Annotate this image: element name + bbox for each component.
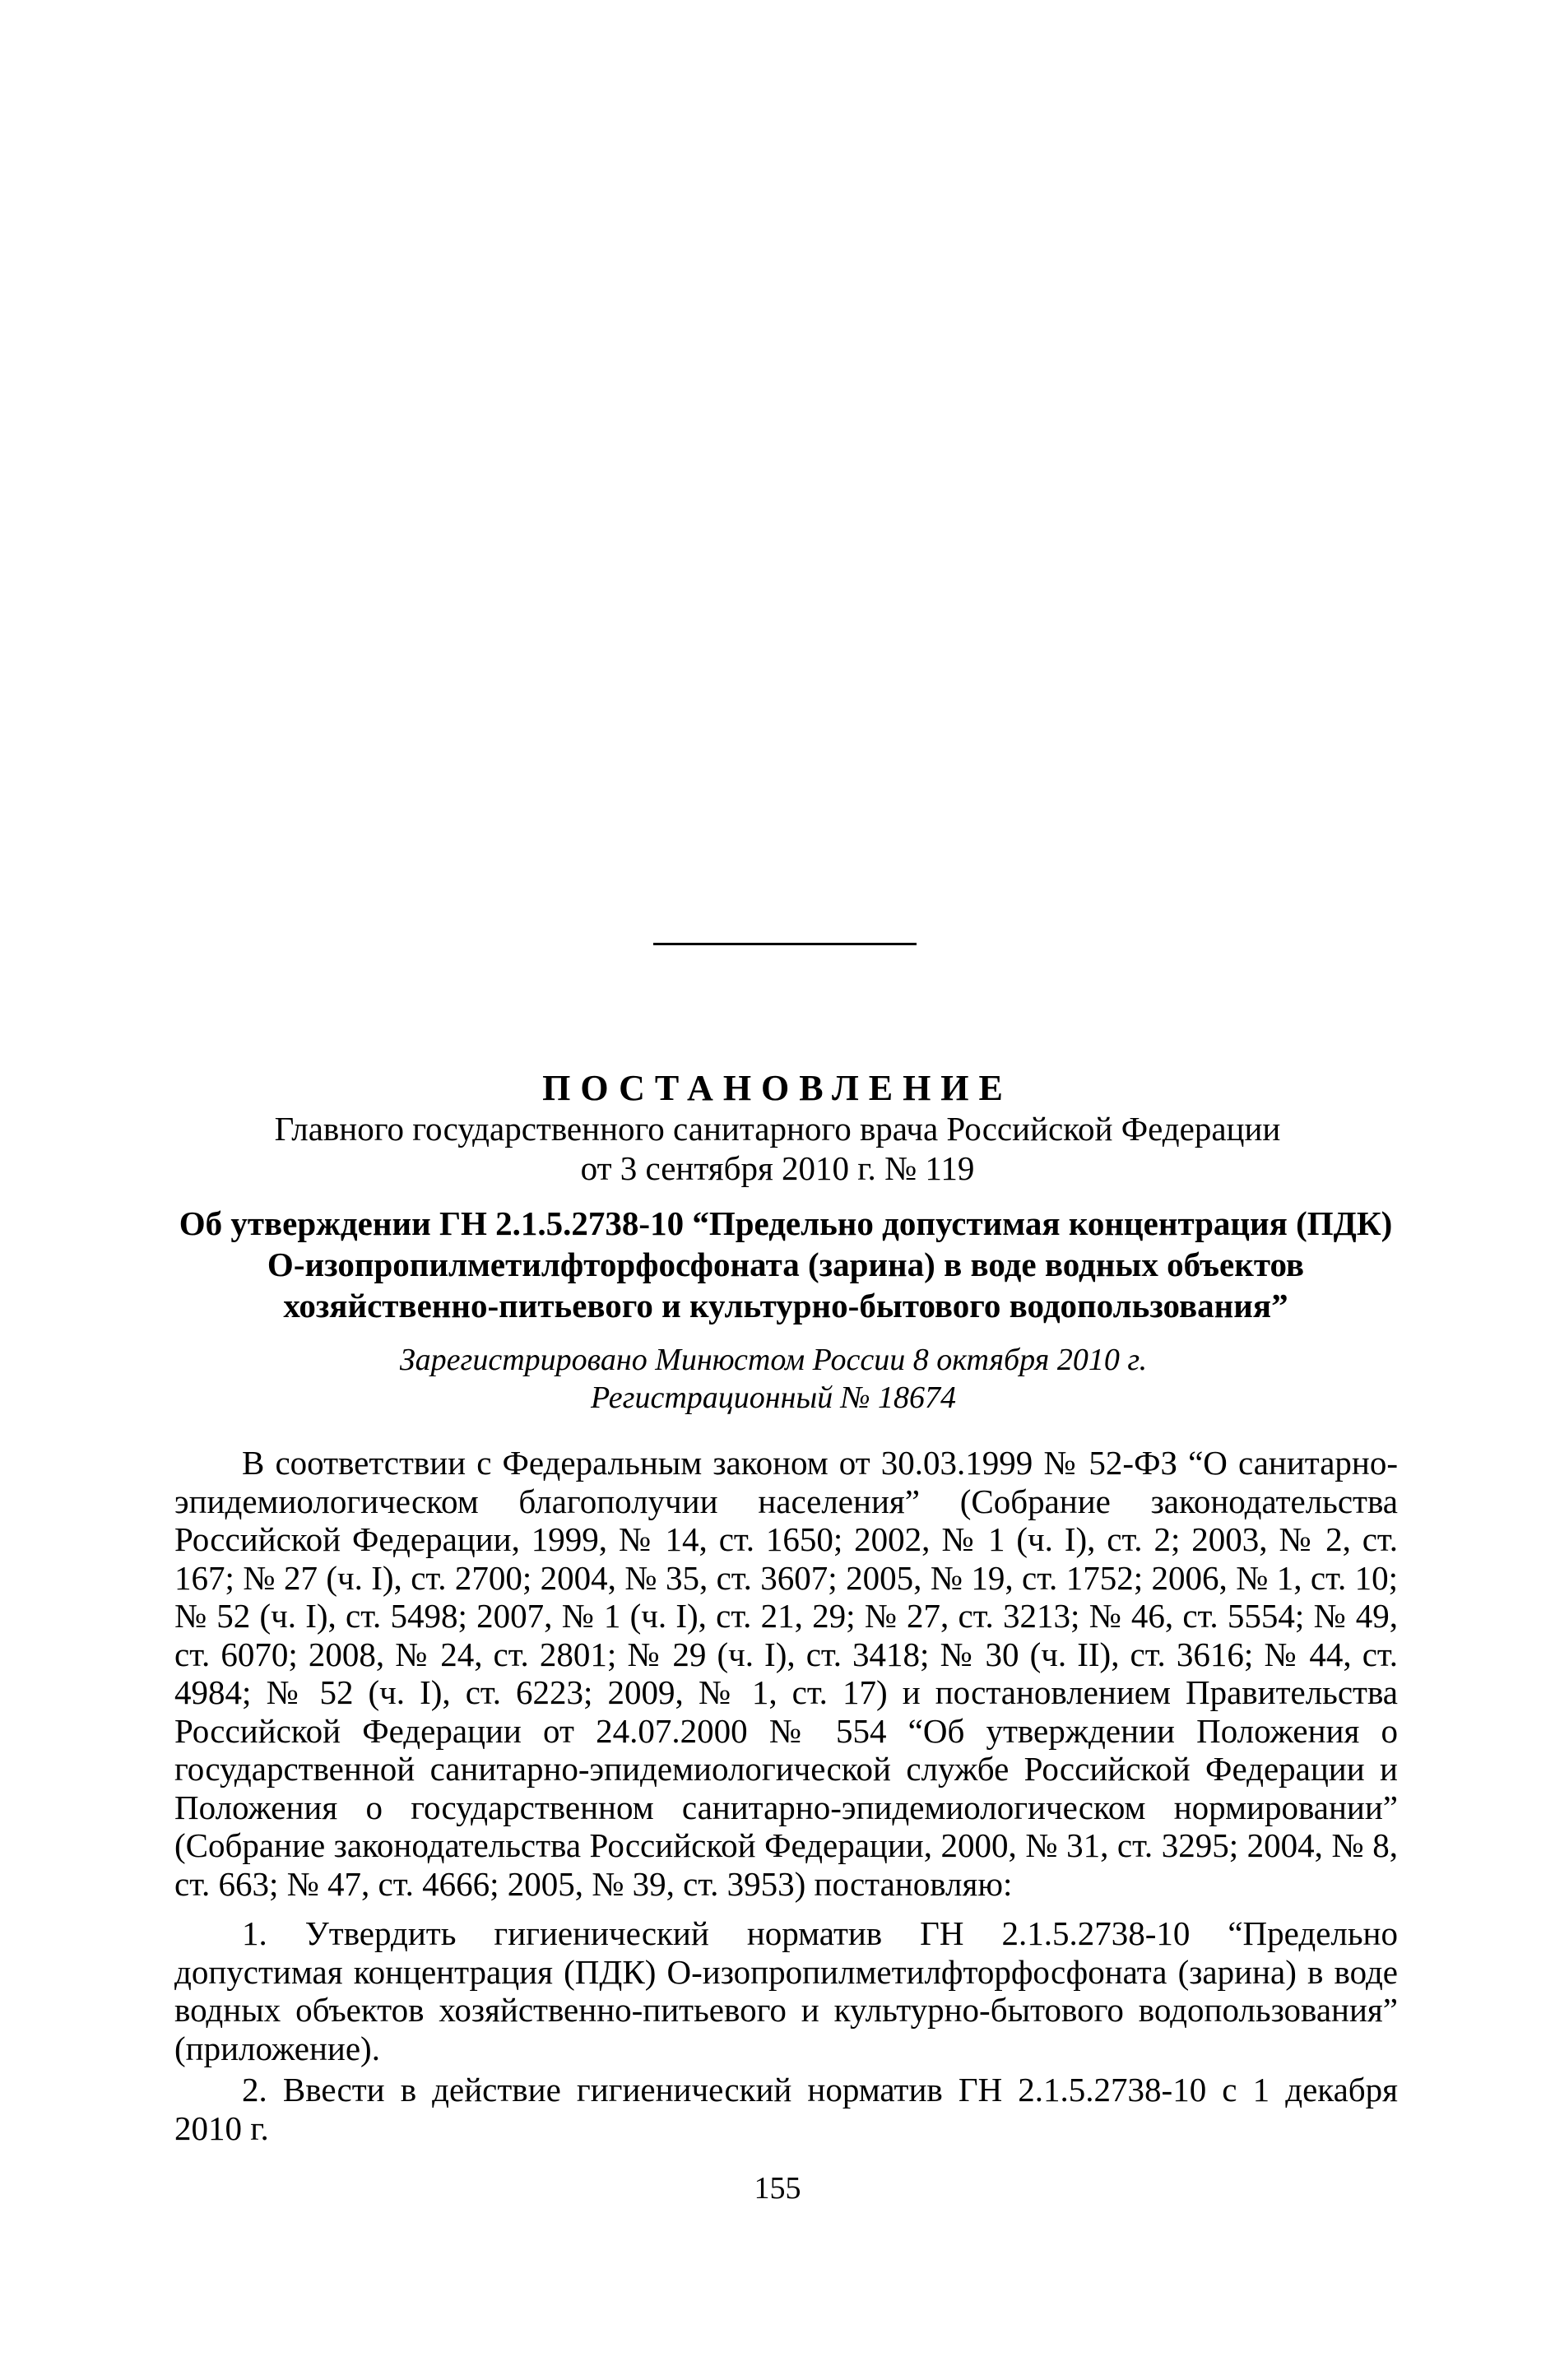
document-title: Об утверждении ГН 2.1.5.2738-10 “Предельно допустимая концентрация (ПДК) О-изопропилметилфторфосфоната (зарина) в воде водных объектов хозяйственно-питьевого и культурно-бытового водопользования” [179,1204,1393,1325]
preamble-paragraph: В соответствии с Федеральным законом от 30.03.1999 № 52-ФЗ “О санитарно-эпидемиологическом благополучии населения” (Собрание законодательства Российской Федерации, 1999, № 14, ст. 1650; 2002, № 1 (ч. I), ст. 2; 2003, № 2, ст. 167; № 27 (ч. I), ст. 2700; 2004, № 35, ст. 3607; 2005, № 19, ст. 1752; 2006, № 1, ст. 10; № 52 (ч. I), ст. 5498; 2007, № 1 (ч. I), ст. 21, 29; № 27, ст. 3213; № 46, ст. 5554; № 49, ст. 6070; 2008, № 24, ст. 2801; № 29 (ч. I), ст. 3418; № 30 (ч. II), ст. 3616; № 44, ст. 4984; № 52 (ч. I), ст. 6223; 2009, № 1, ст. 17) и постановлением Правительства Российской Федерации от 24.07.2000 № 554 “Об утверждении Положения о государственной санитарно-эпидемиологической службе Российской Федерации и Положения о государственном санитарно-эпидемиологическом нормировании” (Собрание законодательства Российской Федерации, 2000, № 31, ст. 3295; 2004, № 8, ст. 663; № 47, ст. 4666; 2005, № 39, ст. 3953) постановляю: [174,1444,1398,1903]
registration-note [189,1341,1358,1417]
registration-number-line: Регистрационный № 18674 [590,1380,957,1415]
date-number-line: от 3 сентября 2010 г. № 119 [580,1149,975,1187]
document-body [174,1444,1398,2147]
registration-line: Зарегистрировано Минюстом России 8 октября 2010 г. [399,1343,1148,1377]
issuer-line: Главного государственного санитарного врача Российской Федерации [274,1110,1281,1148]
document-type-heading: ПОСТАНОВЛЕНИЕ [542,1068,1013,1108]
item-paragraph-2: 2. Ввести в действие гигиенический норматив ГН 2.1.5.2738-10 с 1 декабря 2010 г. [174,2071,1398,2147]
page-number: 155 [754,2171,801,2206]
document-header [148,1068,1407,1188]
separator-rule [653,943,917,945]
item-paragraph-1: 1. Утвердить гигиенический норматив ГН 2.1.5.2738-10 “Предельно допустимая концентрация (ПДК) О-изопропилметилфторфосфоната (зарина) в воде водных объектов хозяйственно-питьевого и культурно-бытового водопользования” (приложение). [174,1914,1398,2067]
